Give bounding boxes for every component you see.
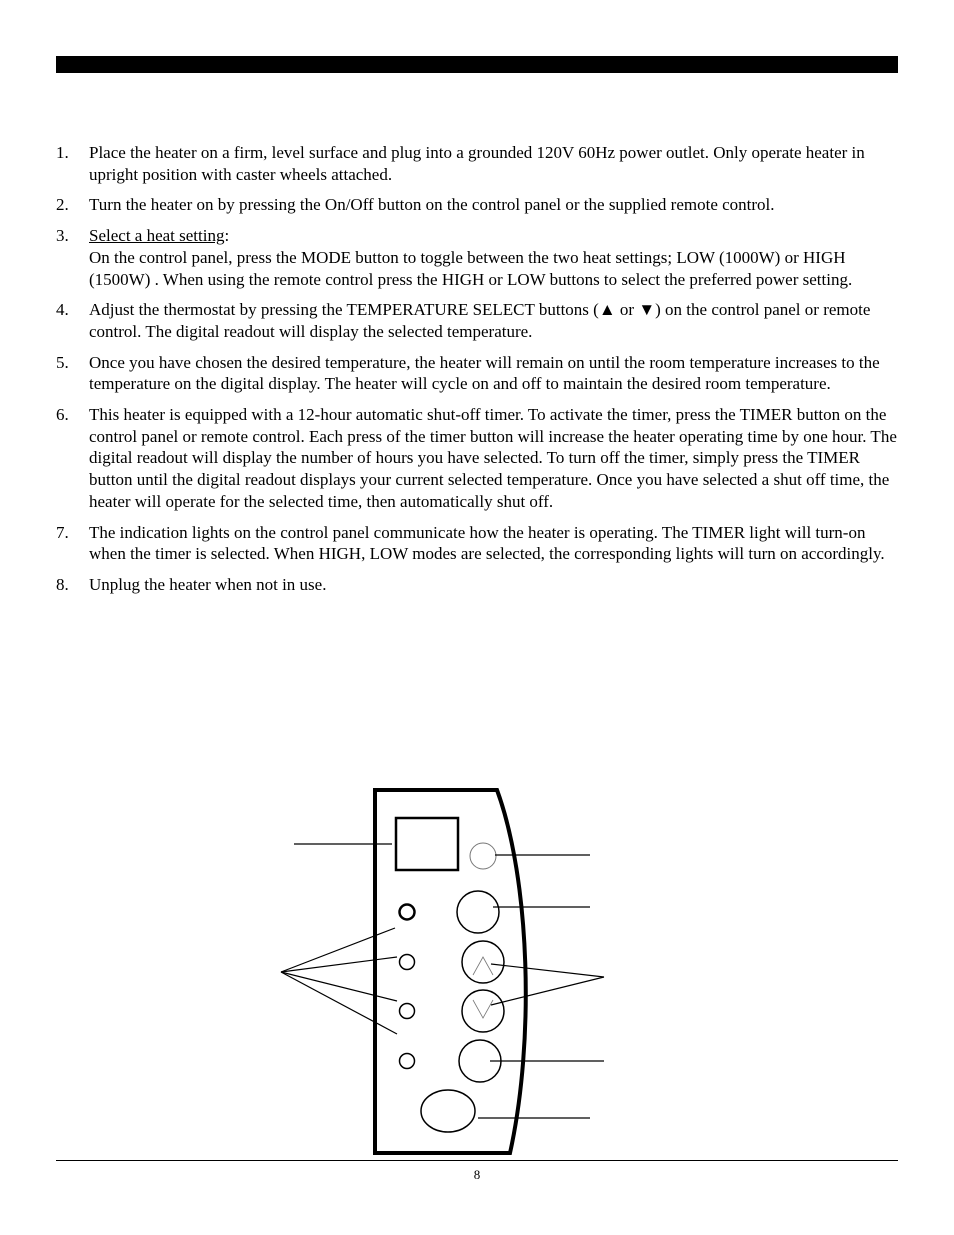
page-number: 8 [473,1167,481,1182]
step-number: 2. [56,195,69,215]
step-text: Turn the heater on by pressing the On/Off button on the control panel or the supplied remote control. [89,195,775,215]
step-number: 6. [56,405,69,425]
callout-lines [281,844,604,1118]
step-number: 8. [56,574,69,594]
step-text: Once you have chosen the desired temperature, the heater will remain on until the room temperature increases to the temperature on the digital display. The heater will cycle on and off to maintain the desired room temperature. [89,352,880,394]
up-arrow-icon [473,957,493,975]
step-number: 4. [56,300,69,320]
down-arrow-icon [473,1000,493,1018]
step-number: 3. [56,226,69,246]
indicator-light [400,1004,415,1019]
step-text: Place the heater on a firm, level surface and plug into a grounded 120V 60Hz power outlet. Only operate heater in upright position with caster wheels attached. [89,143,865,184]
step-number: 7. [56,522,69,542]
step-heading: Select a heat setting [89,226,225,246]
temperature-down-button [462,990,504,1032]
control-panel-outline [375,790,526,1153]
indicator-light [400,1054,415,1069]
remote-sensor [470,843,496,869]
step-text: The indication lights on the control panel communicate how the heater is operating. The TIMER light will turn-on when the timer is selected. When HIGH, LOW modes are selected, the corresponding lights will turn on accordingly. [89,522,885,564]
digital-display [396,818,458,870]
step-heading-suffix: : [224,226,230,246]
step-number: 1. [56,143,69,162]
footer-rule [56,1160,898,1161]
indicator-light [400,955,415,970]
step-text: Adjust the thermostat by pressing the TEMPERATURE SELECT buttons (▲ or ▼) on the control panel or remote control. The digital readout will display the selected temperature. [89,300,871,341]
step-text: This heater is equipped with a 12-hour automatic shut-off timer. To activate the timer, press the TIMER button on the control panel or remote control. Each press of the timer button will increase the heater operating time by one hour. The digital readout will display the number of hours you have selected. To turn off the timer, simply press the TIMER button until the digital readout displays your current selected temperature. Once you have selected a shut off time, the heater will operate for the selected time, then automatically shut off. [89,405,897,511]
mode-button [457,891,499,933]
step-text: On the control panel, press the MODE button to toggle between the two heat settings; LOW (1000W) or HIGH (1500W) . When using the remote control press the HIGH or LOW buttons to select the preferred power setting. [89,247,853,289]
step-text: Unplug the heater when not in use. [89,574,327,594]
power-button [421,1090,475,1132]
indicator-light [400,905,415,920]
step-number: 5. [56,352,69,372]
temperature-up-button [462,941,504,983]
